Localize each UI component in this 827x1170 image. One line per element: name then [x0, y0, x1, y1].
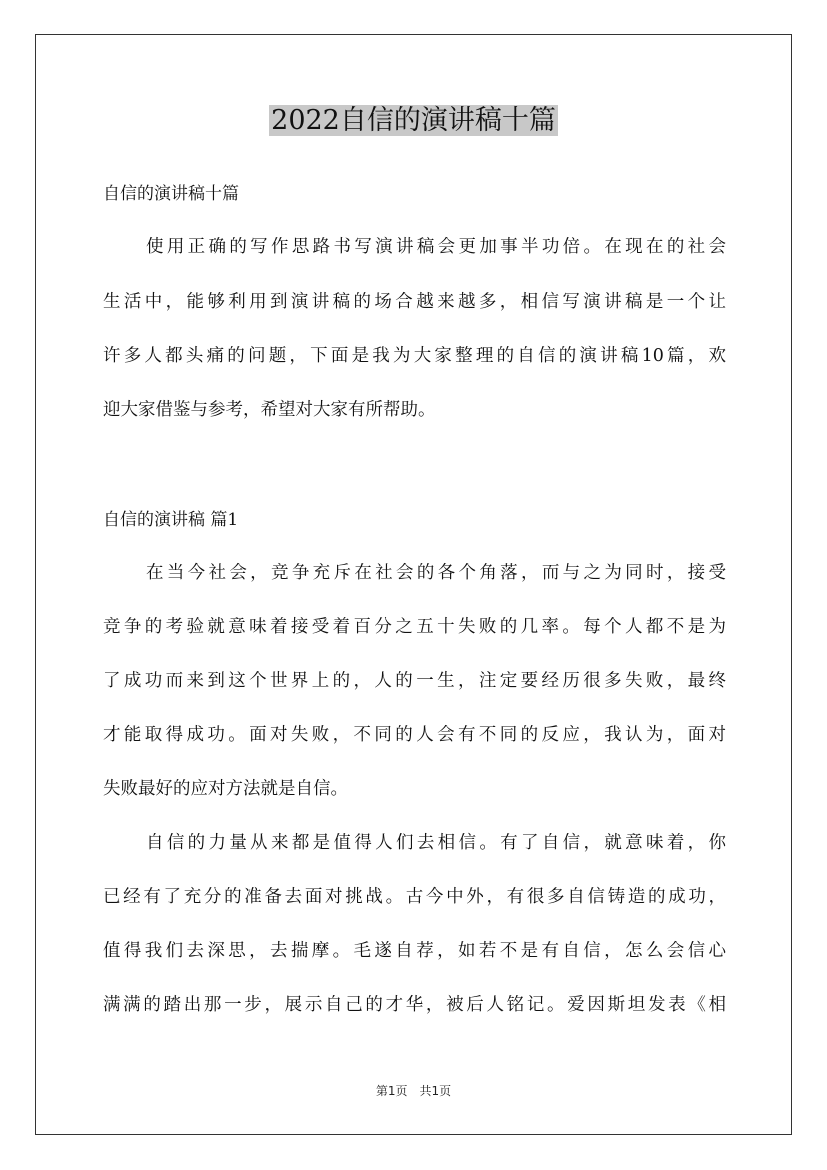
page-footer: 第1页 共1页 — [375, 1084, 452, 1098]
paragraph-line: 自信的力量从来都是值得人们去相信。有了自信，就意味着，你 — [146, 833, 726, 853]
intro-line: 生活中，能够利用到演讲稿的场合越来越多，相信写演讲稿是一个让 — [103, 292, 726, 312]
paragraph-line: 在当今社会，竞争充斥在社会的各个角落，而与之为同时，接受 — [146, 563, 726, 583]
paragraph-line: 满满的踏出那一步，展示自己的才华，被后人铭记。爱因斯坦发表《相 — [103, 995, 726, 1015]
document-title-text: 2022自信的演讲稿十篇 — [271, 105, 556, 136]
intro-line: 迎大家借鉴与参考，希望对大家有所帮助。 — [103, 400, 436, 420]
intro-line: 使用正确的写作思路书写演讲稿会更加事半功倍。在现在的社会 — [146, 237, 726, 257]
document-title — [0, 100, 827, 142]
intro-line: 许多人都头痛的问题，下面是我为大家整理的自信的演讲稿10篇，欢 — [103, 346, 726, 366]
document-subtitle: 自信的演讲稿十篇 — [103, 184, 239, 204]
paragraph-line: 已经有了充分的准备去面对挑战。古今中外，有很多自信铸造的成功， — [103, 887, 726, 907]
paragraph-line: 才能取得成功。面对失败，不同的人会有不同的反应，我认为，面对 — [103, 725, 726, 745]
paragraph-line: 了成功而来到这个世界上的，人的一生，注定要经历很多失败，最终 — [103, 671, 726, 691]
paragraph-line: 值得我们去深思，去揣摩。毛遂自荐，如若不是有自信，怎么会信心 — [103, 941, 726, 961]
paragraph-line: 竞争的考验就意味着接受着百分之五十失败的几率。每个人都不是为 — [103, 617, 726, 637]
section-heading: 自信的演讲稿 篇1 — [103, 510, 239, 530]
paragraph-line: 失败最好的应对方法就是自信。 — [103, 779, 348, 799]
